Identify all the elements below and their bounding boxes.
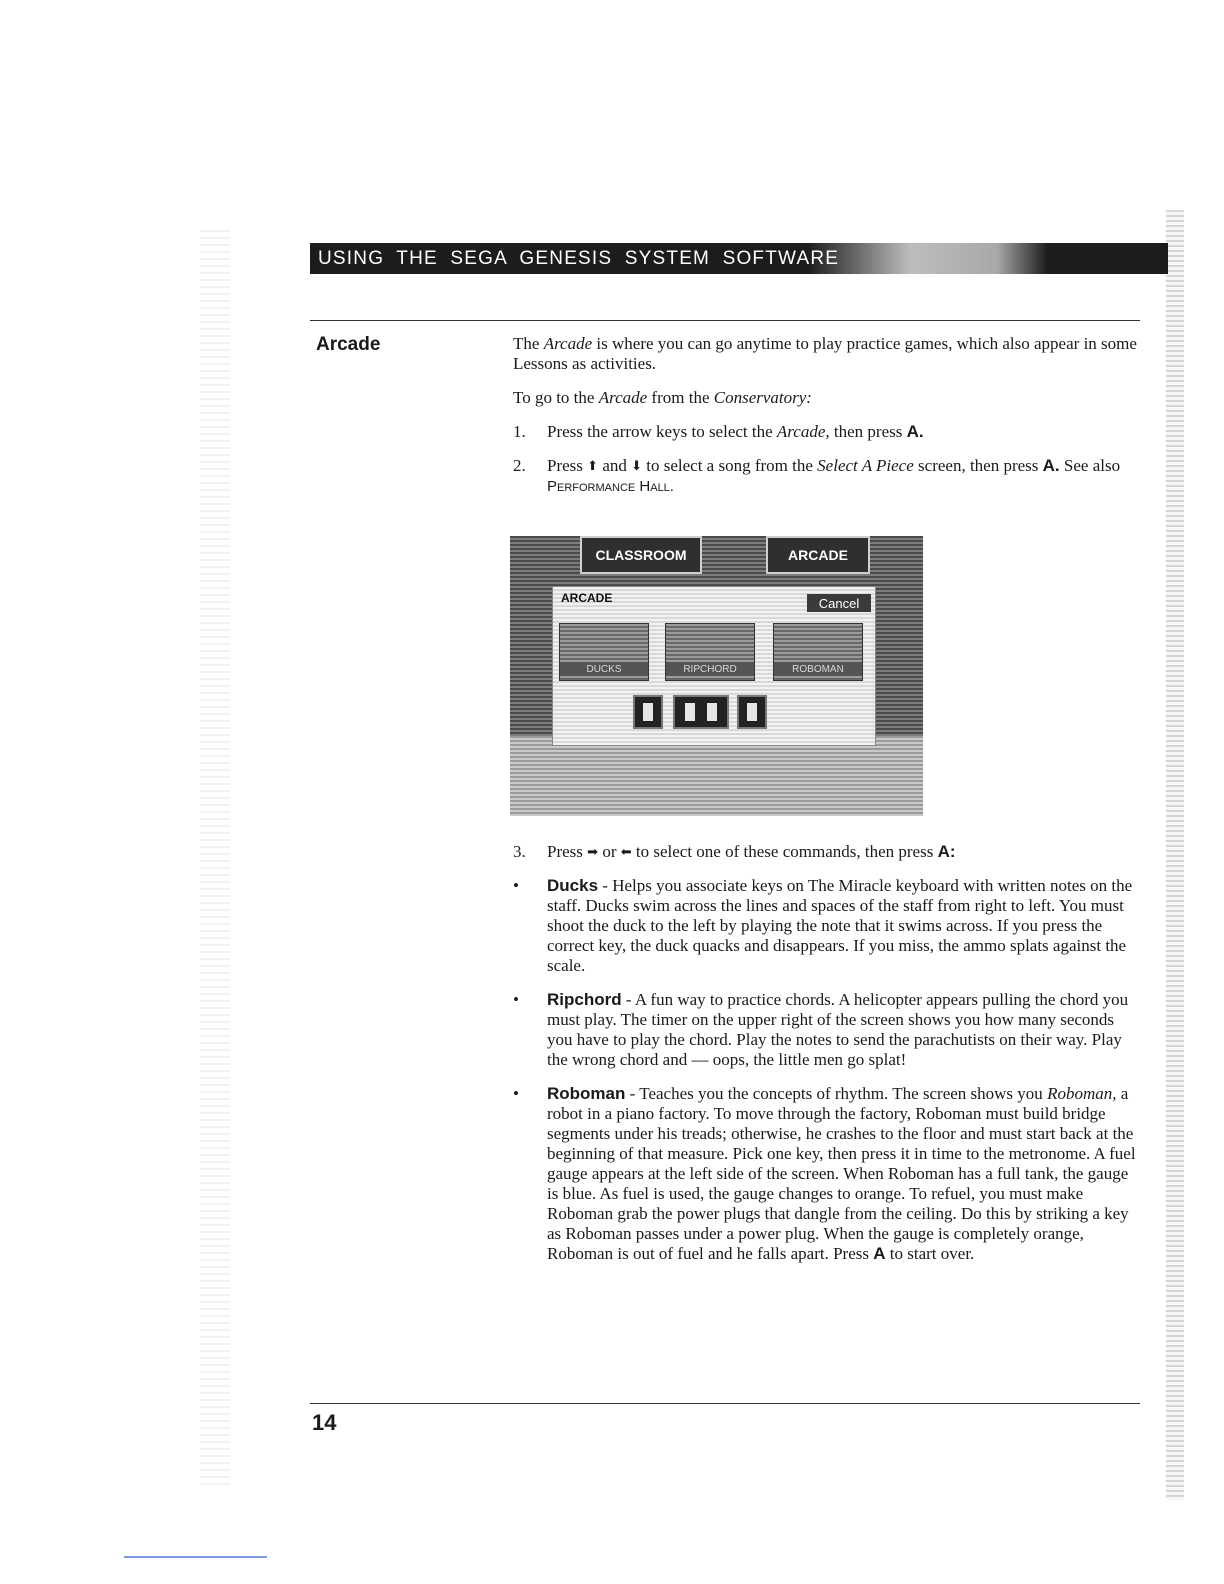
cancel-button: Cancel [807,594,871,612]
step-1: 1. Press the arrow keys to select the Arcade, then press A. [513,422,924,441]
roboman-tile: ROBOMAN [773,623,863,681]
arrow-down-icon: ⬇ [631,458,643,473]
arrow-up-icon: ⬆ [587,458,599,473]
command-ducks: • Ducks - Helps you associate keys on The Miracle keyboard with written notes on the staff. Ducks swim across the lines and spaces of the staff from right to left. You must shoot the duck to the left by playing the note that it swims across. If you press the correct key, the duck quacks and disappears. If you miss, the ammo splats against the scale. [513,876,1133,975]
dialog-title: ARCADE [561,591,613,605]
arrow-left-icon: ⬅ [620,844,632,859]
ducks-tile: DUCKS [559,623,649,681]
bullet-icon: • [513,876,519,895]
section-body [513,334,1138,511]
command-ripchord: • Ripchord - A fun way to practice chords. A helicopter appears pulling the chord you must play. The timer on the upper right of the screen shows you how many seconds you have to play the chord. Play the notes to send the parachutists on their way. Play the wrong chord and — oops, the little men go splat! [513,990,1129,1069]
classroom-sign: CLASSROOM [580,536,702,574]
key-icon [673,695,729,729]
scan-edge-left [200,230,230,1490]
arcade-sign: ARCADE [766,536,870,574]
scan-artifact-line [124,1556,267,1558]
navigation-intro: To go to the Arcade from the Conservatory: [513,388,812,407]
step-2: 2. Press ⬆ and ⬇ to select a song from the Select A Piece screen, then press A. See also Performance Hall. [513,456,1121,495]
arrow-right-icon: ➡ [587,844,599,859]
bullet-icon: • [513,990,519,1009]
scan-edge-right [1166,210,1184,1500]
key-icon [633,695,663,729]
arcade-screenshot [510,536,923,816]
key-icon [737,695,767,729]
command-roboman: • Roboman - Teaches you the concepts of rhythm. The screen shows you Roboman, a robot in a piano factory. To move through the factory, Roboman must build bridge segments under his treads; otherwise, he crashes to the floor and must start back at the beginning of that measure. Pick one key, then press it in time to the metronome. A fuel gauge appears at the left side of the screen. When Roboman has a full tank, the gauge is blue. As fuel is used, the gauge changes to orange. To refuel, you must make Roboman grab the power plugs that dangle from the ceiling. Do this by striking a key as Roboman passes under a power plug. When the gauge is completely orange, Roboman is out of fuel and he falls apart. Press A to start over. [513,1084,1136,1263]
chapter-header-bar [310,243,1168,274]
commands-body [513,842,1138,1278]
floor [510,736,923,816]
cross-reference: Performance Hall. [547,478,674,495]
chapter-header-title: USING THE SEGA GENESIS SYSTEM SOFTWARE [318,247,840,269]
top-rule [310,320,1140,321]
arcade-dialog [552,586,876,746]
section-label: Arcade [316,334,381,355]
bullet-icon: • [513,1084,519,1103]
bottom-rule [310,1403,1140,1404]
page-number: 14 [312,1410,337,1435]
step-3: 3. Press ➡ or ⬅ to select one of these commands, then press A: [513,842,956,861]
ripchord-tile: RIPCHORD [665,623,755,681]
intro-paragraph: The Arcade is where you can go anytime to play practice games, which also appear in some Lessons as activities. [513,334,1137,373]
